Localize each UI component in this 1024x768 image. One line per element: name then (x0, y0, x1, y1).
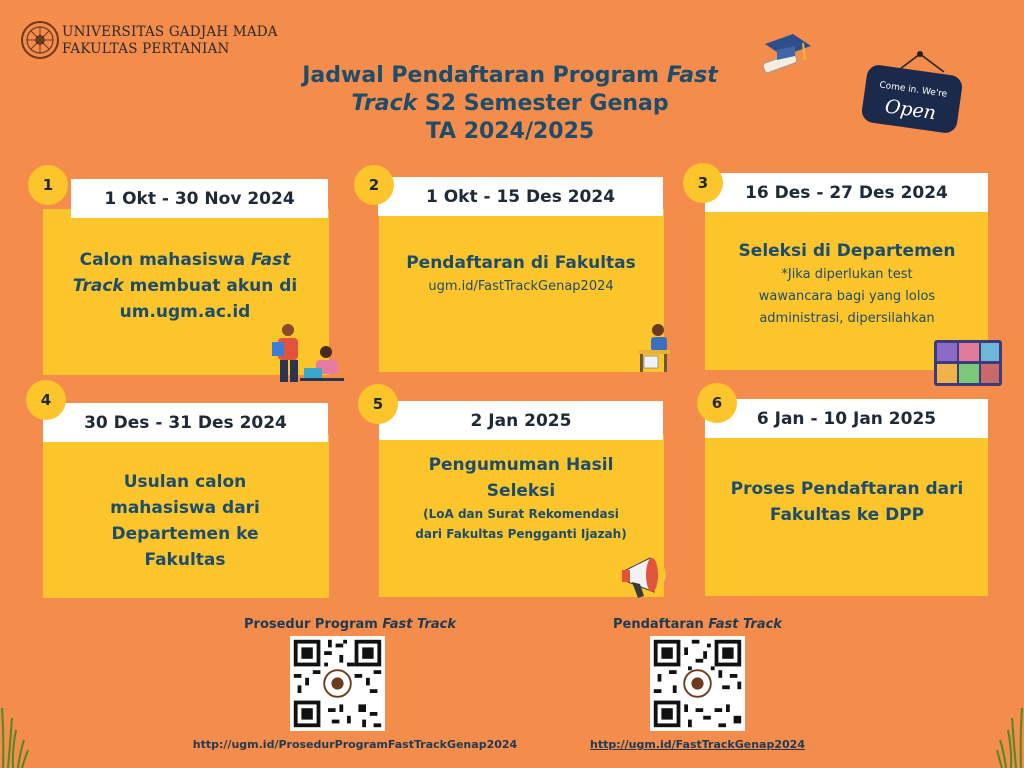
title-part2: S2 Semester Genap (417, 91, 669, 116)
video-call-icon (934, 340, 1002, 386)
qr-code-icon[interactable] (290, 636, 385, 731)
step-2-text: Pendaftaran di Fakultas ugm.id/FastTrackGenap2024 (406, 253, 636, 294)
step-6-date: 6 Jan - 10 Jan 2025 (705, 399, 988, 438)
sign-line1: Come in. We're (878, 80, 948, 100)
title-italic1: Fast (666, 63, 718, 88)
right-qr-url[interactable]: http://ugm.id/FastTrackGenap2024 (590, 738, 805, 751)
step-3-text: Seleksi di Departemen *Jika diperlukan test wawancara bagi yang lolos administrasi, dipersilahkan (738, 241, 956, 326)
step-4-text: Usulan calon mahasiswa dari Departemen ke Fakultas (110, 472, 260, 570)
step-3-number: 3 (683, 163, 723, 203)
faculty-name: FAKULTAS PERTANIAN (62, 41, 230, 57)
step-2-number: 2 (354, 165, 394, 205)
step-5-text: Pengumuman Hasil Seleksi (LoA dan Surat Rekomendasi dari Fakultas Pengganti Ijazah) (415, 455, 627, 541)
grass-icon (0, 700, 30, 768)
institution-name (62, 24, 278, 58)
step-4-date: 30 Des - 31 Des 2024 (43, 403, 328, 442)
step-1-number: 1 (28, 165, 68, 205)
left-qr-label: Prosedur Program Fast Track (244, 617, 456, 632)
step-3-date: 16 Des - 27 Des 2024 (705, 173, 988, 212)
people-discussion-icon (266, 320, 344, 386)
qr-code-icon[interactable] (650, 636, 745, 731)
university-seal-icon (20, 20, 60, 60)
title-italic2: Track (351, 91, 418, 116)
student-desk-icon (636, 322, 672, 372)
step-6-text: Proses Pendaftaran dari Fakultas ke DPP (730, 479, 964, 525)
step-1-text: Calon mahasiswa Fast Track membuat akun di um.ugm.ac.id (72, 250, 298, 322)
title-part1: Jadwal Pendaftaran Program (302, 63, 667, 88)
grass-icon (996, 700, 1024, 768)
page-title (230, 62, 790, 146)
step-6-number: 6 (697, 383, 737, 423)
sign-line2: Open (883, 95, 938, 125)
university-name: UNIVERSITAS GADJAH MADA (62, 24, 278, 40)
megaphone-icon (620, 552, 672, 608)
step-5-number: 5 (358, 384, 398, 424)
left-qr-url[interactable]: http://ugm.id/ProsedurProgramFastTrackGenap2024 (192, 738, 518, 751)
open-sign-icon (860, 50, 964, 134)
step-2-date: 1 Okt - 15 Des 2024 (378, 177, 663, 216)
right-qr-label: Pendaftaran Fast Track (613, 617, 782, 632)
step-4-number: 4 (26, 380, 66, 420)
graduation-cap-icon (755, 30, 815, 80)
title-line3: TA 2024/2025 (425, 119, 595, 144)
step-1-date: 1 Okt - 30 Nov 2024 (71, 179, 328, 218)
step-5-date: 2 Jan 2025 (379, 401, 663, 440)
